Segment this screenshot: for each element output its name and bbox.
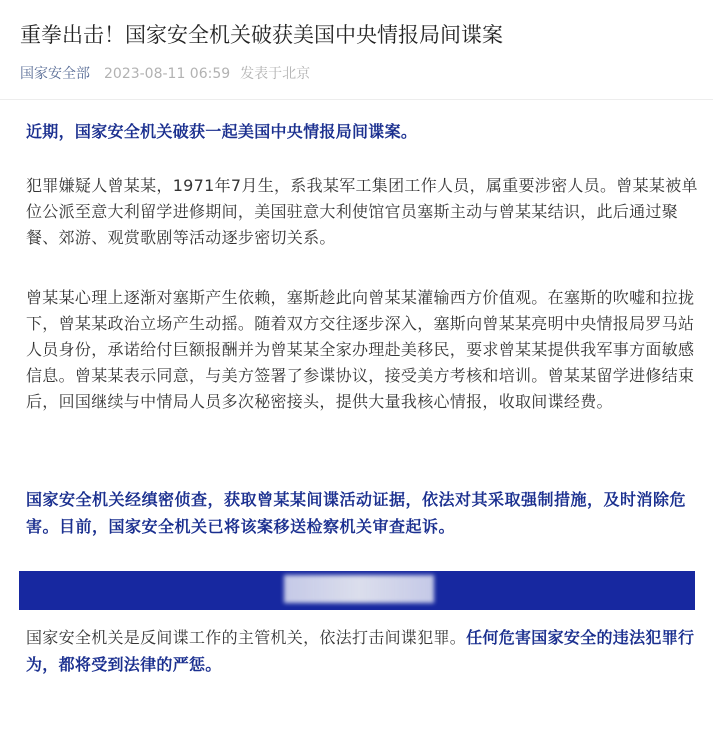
closing-paragraph <box>26 624 698 678</box>
body-paragraph-1: 犯罪嫌疑人曾某某，1971年7月生，系我某军工集团工作人员，属重要涉密人员。曾某某被单位公派至意大利留学进修期间，美国驻意大利使馆官员塞斯主动与曾某某结识，此后通过聚餐、郊游、观赏歌剧等活动逐步密切关系。 <box>26 176 698 247</box>
header-divider <box>0 99 713 100</box>
publish-date: 2023-08-11 06:59 <box>104 66 231 82</box>
emphasis-paragraph: 国家安全机关经缜密侦查，获取曾某某间谍活动证据，依法对其采取强制措施，及时消除危害。目前，国家安全机关已将该案移送检察机关审查起诉。 <box>26 490 687 536</box>
banner-blurred-text-area <box>284 575 434 603</box>
lead-paragraph: 近期，国家安全机关破获一起美国中央情报局间谍案。 <box>26 122 418 141</box>
account-name-link[interactable]: 国家安全部 <box>20 66 90 82</box>
article-title: 重拳出击！国家安全机关破获美国中央情报局间谍案 <box>20 23 503 47</box>
body-paragraph-2: 曾某某心理上逐渐对塞斯产生依赖，塞斯趁此向曾某某灌输西方价值观。在塞斯的吹嘘和拉拢下，曾某某政治立场产生动摇。随着双方交往逐步深入，塞斯向曾某某亮明中央情报局罗马站人员身份，承诺给付巨额报酬并为曾某某全家办理赴美移民，要求曾某某提供我军事方面敏感信息。曾某某表示同意，与美方签署了参谍协议，接受美方考核和培训。曾某某留学进修结束后，回国继续与中情局人员多次秘密接头，提供大量我核心情报，收取间谍经费。 <box>26 288 695 411</box>
publish-location: 发表于北京 <box>240 66 311 82</box>
article-meta <box>20 64 310 84</box>
closing-bold-text: 任何危害国家安全的违法犯罪行为，都将受到法律的严惩。 <box>26 628 695 674</box>
closing-plain-text: 国家安全机关是反间谍工作的主管机关，依法打击间谍犯罪。 <box>26 628 467 647</box>
blurred-banner-image <box>19 571 695 610</box>
